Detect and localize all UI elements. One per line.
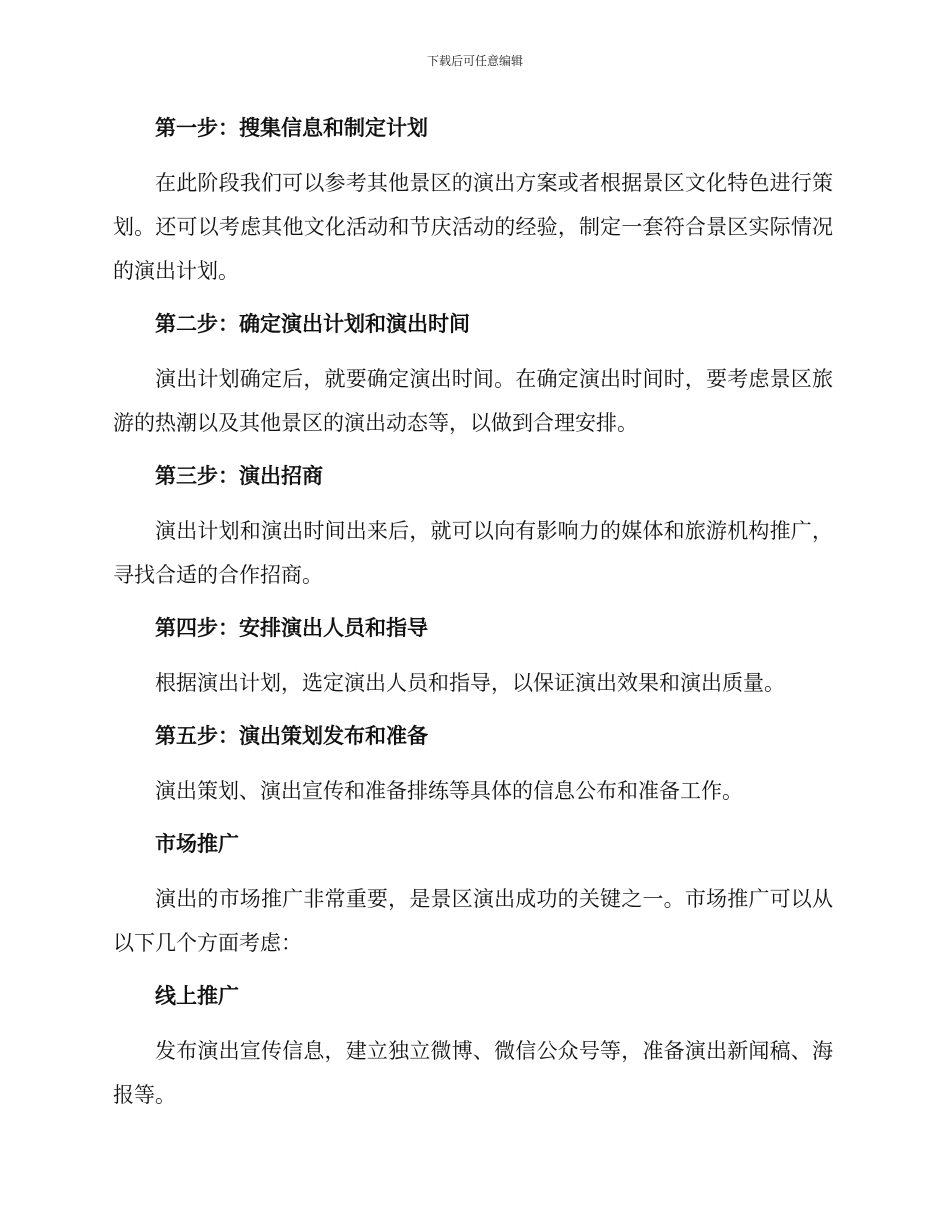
- section-paragraph-step2: 演出计划确定后，就要确定演出时间。在确定演出时间时，要考虑景区旅游的热潮以及其他景区的演出动态等，以做到合理安排。: [113, 367, 833, 435]
- section-heading-step1: 第一步：搜集信息和制定计划: [155, 116, 428, 140]
- section-paragraph-step4: 根据演出计划，选定演出人员和指导，以保证演出效果和演出质量。: [155, 671, 785, 695]
- section-heading-step5: 第五步：演出策划发布和准备: [155, 724, 428, 748]
- section-heading-step4: 第四步：安排演出人员和指导: [155, 616, 428, 640]
- section-heading-marketing: 市场推广: [155, 832, 239, 856]
- section-heading-step3: 第三步：演出招商: [155, 464, 323, 488]
- section-paragraph-step3: 演出计划和演出时间出来后，就可以向有影响力的媒体和旅游机构推广，寻找合适的合作招商。: [113, 519, 833, 587]
- section-heading-step2: 第二步：确定演出计划和演出时间: [155, 312, 470, 336]
- section-paragraph-marketing: 演出的市场推广非常重要，是景区演出成功的关键之一。市场推广可以从以下几个方面考虑：: [113, 887, 833, 955]
- section-paragraph-step1: 在此阶段我们可以参考其他景区的演出方案或者根据景区文化特色进行策划。还可以考虑其他文化活动和节庆活动的经验，制定一套符合景区实际情况的演出计划。: [113, 171, 833, 283]
- document-body: [113, 107, 833, 1127]
- section-paragraph-online: 发布演出宣传信息，建立独立微博、微信公众号等，准备演出新闻稿、海报等。: [113, 1039, 833, 1107]
- section-paragraph-step5: 演出策划、演出宣传和准备排练等具体的信息公布和准备工作。: [155, 779, 743, 803]
- page-header: 下载后可任意编辑: [426, 54, 523, 68]
- section-heading-online: 线上推广: [155, 984, 239, 1008]
